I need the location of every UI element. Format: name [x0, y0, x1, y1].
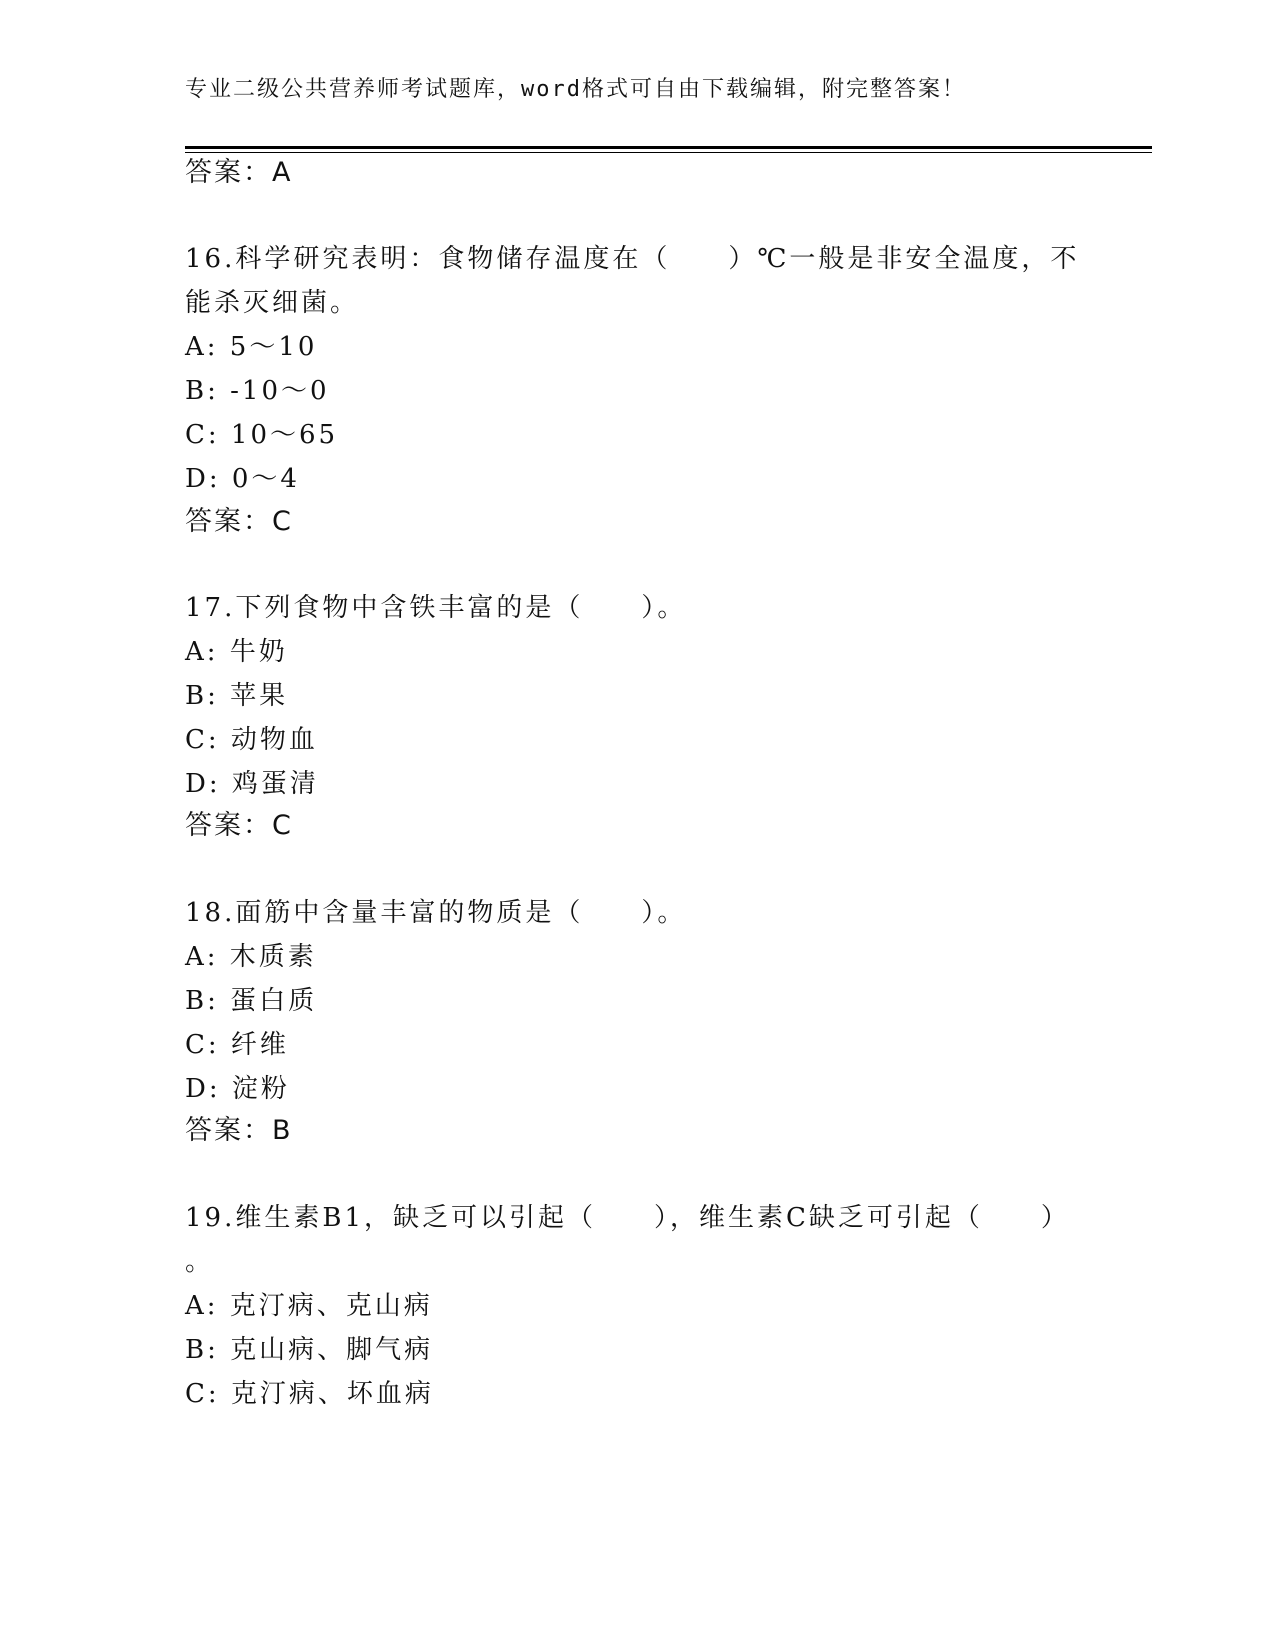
- question-18-option-c: C: 纤维: [185, 1030, 289, 1060]
- question-16-option-c: C: 10～65: [185, 420, 339, 450]
- question-17-option-b: B: 苹果: [185, 681, 289, 711]
- question-18-option-d: D: 淀粉: [185, 1074, 290, 1104]
- question-18-option-a: A: 木质素: [185, 942, 317, 972]
- header-rule-thin: [185, 152, 1152, 153]
- question-16-option-b: B: -10～0: [185, 376, 330, 406]
- answer-18: 答案：B: [185, 1115, 293, 1146]
- question-19-line-1: 19.维生素B1，缺乏可以引起（ ），维生素C缺乏可引起（ ）: [185, 1203, 1070, 1233]
- question-16-line-1: 16.科学研究表明：食物储存温度在（ ）℃一般是非安全温度，不: [185, 244, 1080, 274]
- question-17-option-d: D: 鸡蛋清: [185, 769, 319, 799]
- question-16-option-d: D: 0～4: [185, 464, 300, 494]
- question-17-option-c: C: 动物血: [185, 725, 318, 755]
- answer-17: 答案：C: [185, 810, 293, 841]
- question-19-option-a: A: 克汀病、克山病: [185, 1291, 433, 1321]
- question-16-option-a: A: 5～10: [185, 332, 318, 362]
- page-header: 专业二级公共营养师考试题库，word格式可自由下载编辑，附完整答案！: [185, 77, 966, 102]
- answer-16: 答案：C: [185, 506, 293, 537]
- answer-15: 答案：A: [185, 157, 293, 188]
- header-rule-thick: [185, 146, 1152, 149]
- question-19-option-c: C: 克汀病、坏血病: [185, 1379, 434, 1409]
- question-18-option-b: B: 蛋白质: [185, 986, 318, 1016]
- question-18-line-1: 18.面筋中含量丰富的物质是（ ）。: [185, 898, 687, 928]
- question-19-line-2: 。: [185, 1247, 215, 1277]
- question-17-option-a: A: 牛奶: [185, 637, 288, 667]
- question-16-line-2: 能杀灭细菌。: [185, 288, 360, 318]
- question-19-option-b: B: 克山病、脚气病: [185, 1335, 434, 1365]
- question-17-line-1: 17.下列食物中含铁丰富的是（ ）。: [185, 593, 687, 623]
